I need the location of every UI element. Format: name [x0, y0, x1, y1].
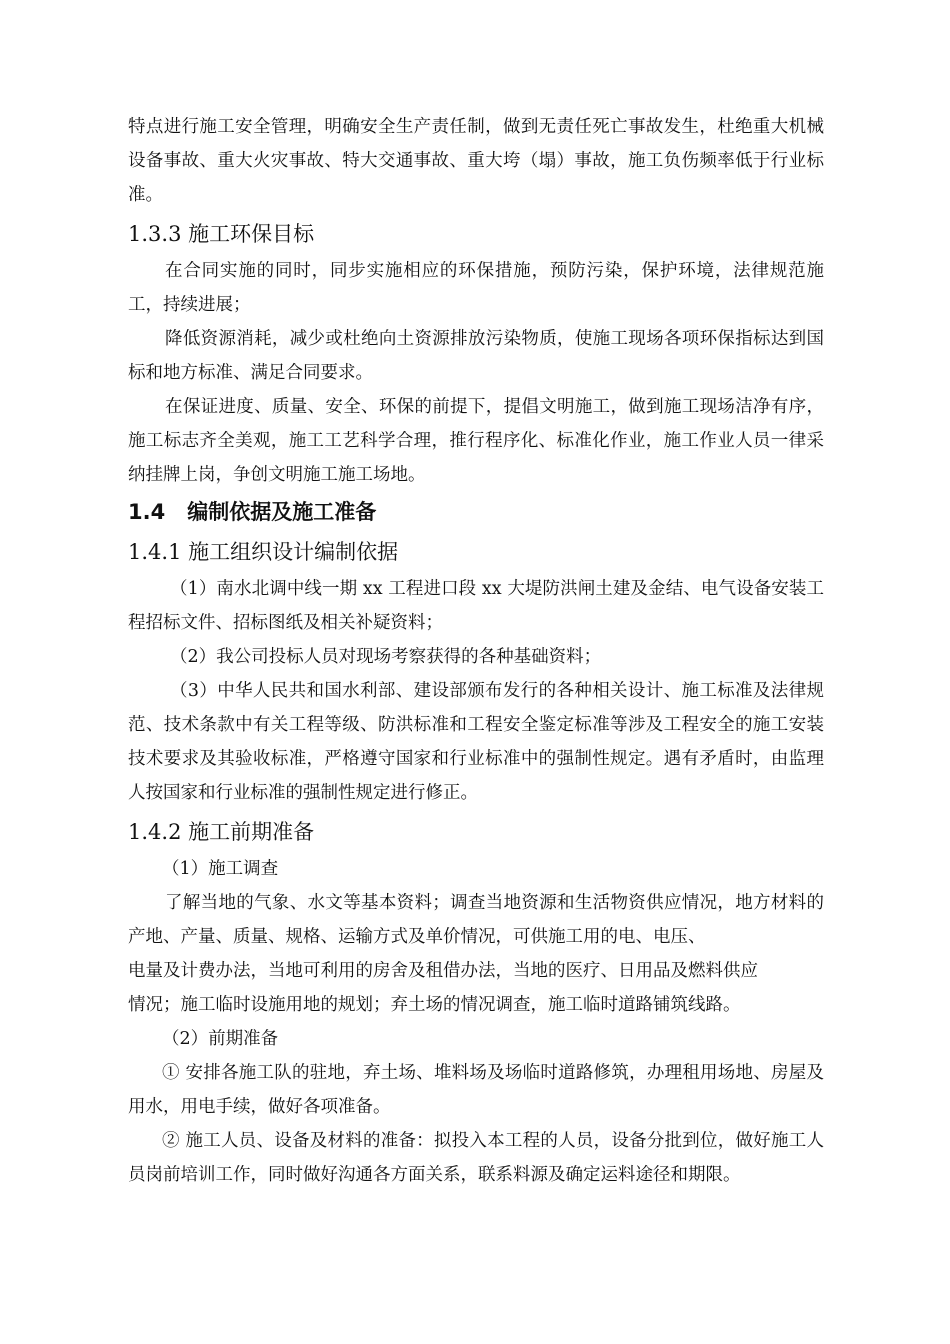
heading-1-3-3: 1.3.3 施工环保目标: [128, 222, 315, 246]
paragraph-env-2: 降低资源消耗，减少或杜绝向土资源排放污染物质，使施工现场各项环保指标达到国标和地方标准、满足合同要求。: [128, 329, 824, 383]
heading-1-4-number: 1.4: [128, 500, 166, 524]
paragraph-survey-part-b: [128, 954, 824, 988]
paragraph-basis-1: （1）南水北调中线一期 xx 工程进口段 xx 大堤防洪闸土建及金结、电气设备安装工程招标文件、招标图纸及相关补疑资料；: [128, 579, 824, 633]
heading-1-4-title: 编制依据及施工准备: [187, 500, 377, 524]
document-body: [128, 110, 824, 1192]
paragraph-survey-part-c: 情况；施工临时设施用地的规划；弃土场的情况调查，施工临时道路铺筑线路。: [128, 995, 741, 1015]
subheading-survey: （1）施工调查: [162, 859, 279, 879]
paragraph-basis-3: （3）中华人民共和国水利部、建设部颁布发行的各种相关设计、施工标准及法律规范、技术条款中有关工程等级、防洪标准和工程安全鉴定标准等涉及工程安全的施工安装技术要求及其验收标准，严格遵守国家和行业标准中的强制性规定。遇有矛盾时，由监理人按国家和行业标准的强制性规定进行修正。: [128, 681, 824, 803]
paragraph-env-3: 在保证进度、质量、安全、环保的前提下，提倡文明施工，做到施工现场洁净有序，施工标志齐全美观，施工工艺科学合理，推行程序化、标准化作业，施工作业人员一律采纳挂牌上岗，争创文明施工施工场地。: [128, 397, 824, 485]
paragraph-survey-part-a: 了解当地的气象、水文等基本资料；调查当地资源和生活物资供应情况，地方材料的产地、产量、质量、规格、运输方式及单价情况，可供施工用的电、电压、: [128, 893, 824, 947]
paragraph-basis-2: （2）我公司投标人员对现场考察获得的各种基础资料；: [170, 647, 602, 667]
paragraph-prep-1: ① 安排各施工队的驻地，弃土场、堆料场及场临时道路修筑，办理租用场地、房屋及用水，用电手续，做好各项准备。: [128, 1063, 824, 1117]
heading-1-4: [128, 494, 824, 530]
heading-1-4-2: 1.4.2 施工前期准备: [128, 820, 315, 844]
heading-1-4-1: 1.4.1 施工组织设计编制依据: [128, 540, 399, 564]
paragraph-prep-2: ② 施工人员、设备及材料的准备：拟投入本工程的人员，设备分批到位，做好施工人员岗前培训工作，同时做好沟通各方面关系，联系料源及确定运料途径和期限。: [128, 1131, 824, 1185]
paragraph-safety-continued: 特点进行施工安全管理，明确安全生产责任制，做到无责任死亡事故发生，杜绝重大机械设备事故、重大火灾事故、特大交通事故、重大垮（塌）事故，施工负伤频率低于行业标准。: [128, 117, 824, 205]
paragraph-survey-line: 电量及计费办法，当地可利用的房舍及租借办法，当地的医疗、日用品及燃料供应: [128, 961, 758, 981]
paragraph-env-1: 在合同实施的同时，同步实施相应的环保措施，预防污染，保护环境，法律规范施工，持续进展；: [128, 261, 824, 315]
subheading-preparation: （2）前期准备: [162, 1029, 279, 1049]
